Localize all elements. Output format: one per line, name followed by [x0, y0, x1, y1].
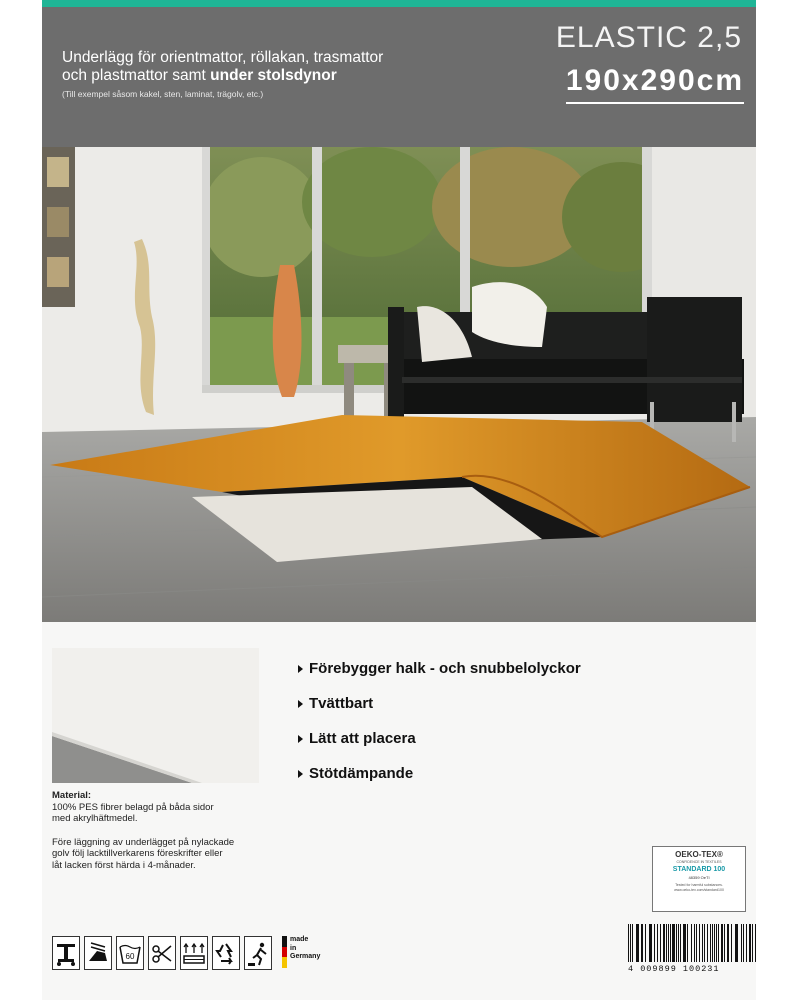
underlay-swatch [52, 648, 259, 783]
feature-item: Stötdämpande [298, 756, 581, 791]
barcode-number: 4 009899 100231 [628, 964, 720, 974]
care-line: golv följ lacktillverkarens föreskrifter eller [52, 848, 223, 859]
feature-item: Lätt att placera [298, 721, 581, 756]
iron-icon [84, 936, 112, 970]
exit-icon [244, 936, 272, 970]
description-line-1: Underlägg för orientmattor, röllakan, trasmattor [62, 49, 384, 66]
feature-item: Tvättbart [298, 686, 581, 721]
oeko-tagline: CONFIDENCE IN TEXTILES [676, 860, 722, 864]
this-way-up-icon [180, 936, 208, 970]
feature-list [298, 651, 581, 791]
oeko-footer: Tested for harmful substances. www.oeko-tex.com/standard100 [674, 883, 724, 892]
oeko-standard: STANDARD 100 [672, 866, 726, 873]
chair-icon [52, 936, 80, 970]
accent-stripe [42, 0, 756, 7]
description-note: (Till exempel såsom kakel, sten, laminat, trägolv, etc.) [62, 89, 264, 99]
header-band [42, 7, 756, 147]
oeko-code: 48359 OeTI [688, 875, 710, 880]
recycle-icon [212, 936, 240, 970]
oeko-tex-badge [652, 846, 746, 912]
product-label [42, 0, 756, 1000]
room-photo [42, 147, 756, 622]
bullet-arrow-icon [298, 735, 303, 743]
care-line: Före läggning av underlägget på nylackade [52, 836, 235, 848]
care-icons [52, 936, 320, 972]
size-label: 190x290cm [566, 64, 744, 104]
material-line: med akrylhäftmedel. [52, 813, 138, 824]
svg-text:60: 60 [125, 952, 135, 961]
material-title: Material: [52, 790, 92, 801]
barcode [628, 924, 756, 984]
brand-title: ELASTIC 2,5 [555, 21, 742, 54]
material-line: 100% PES fibrer belagd på båda sidor [52, 801, 214, 813]
care-line: låt lacken först härda i 4-månader. [52, 859, 196, 871]
scissors-icon [148, 936, 176, 970]
description-line-2: och plastmattor samt under stolsdynor [62, 67, 337, 84]
germany-flag-icon [282, 936, 287, 968]
barcode-bars [628, 924, 756, 962]
bullet-arrow-icon [298, 700, 303, 708]
made-in-germany [282, 936, 320, 972]
wash-60-icon [116, 936, 144, 970]
material-info [52, 790, 292, 871]
product-description [62, 49, 383, 85]
bullet-arrow-icon [298, 665, 303, 673]
feature-item: Förebygger halk - och snubbelolyckor [298, 651, 581, 686]
oeko-title: OEKO-TEX® [675, 850, 723, 859]
bullet-arrow-icon [298, 770, 303, 778]
made-in-text: made in Germany [290, 936, 321, 961]
description-bold: under stolsdynor [210, 67, 337, 84]
